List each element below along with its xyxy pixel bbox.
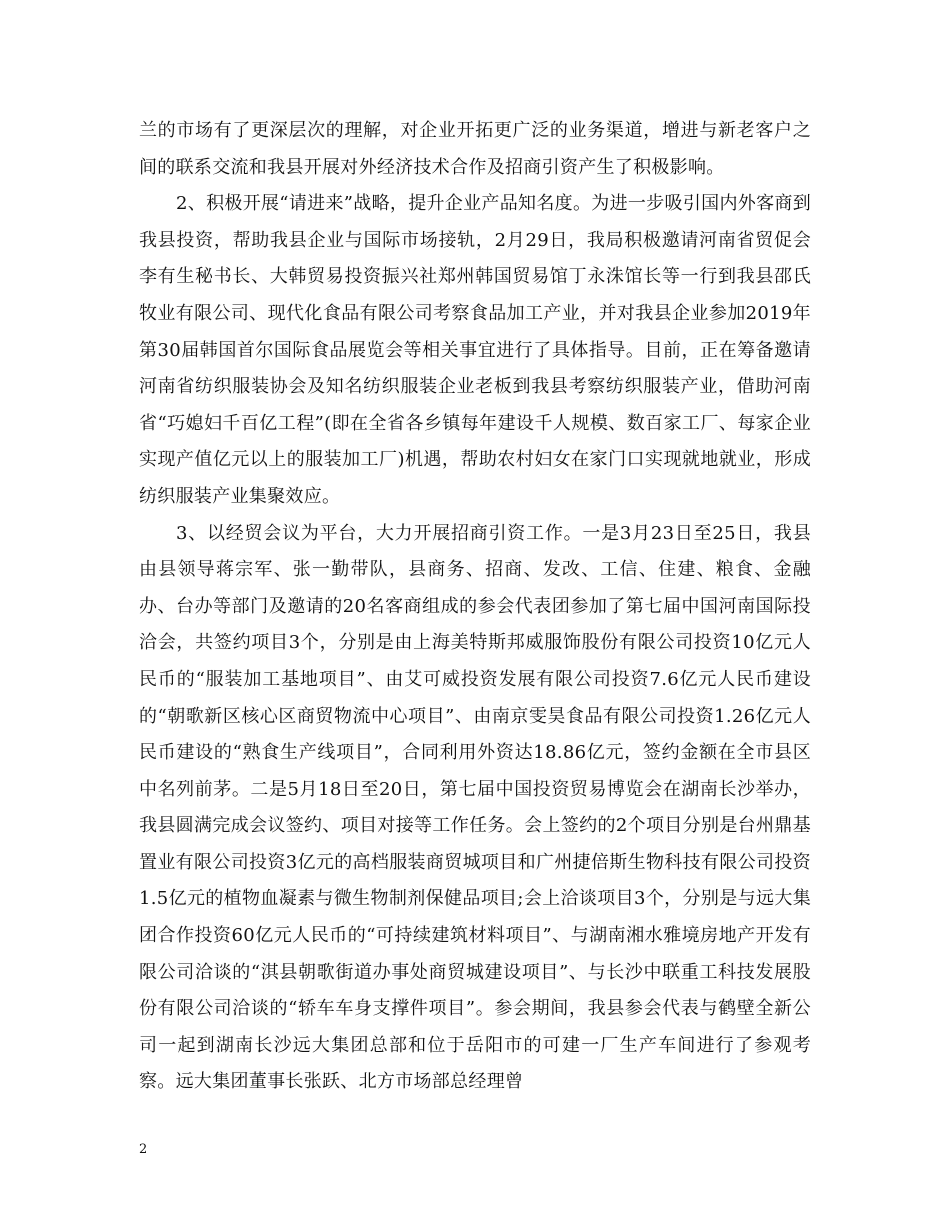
paragraph-item-3: 3、以经贸会议为平台，大力开展招商引资工作。一是3月23日至25日，我县由县领导蒋宗军、张一勤带队，县商务、招商、发改、工信、住建、粮食、金融办、台办等部门及邀请的20名客商组成的参会代表团参加了第七届中国河南国际投洽会，共签约项目3个，分别是由上海美特斯邦威服饰股份有限公司投资10亿元人民币的“服装加工基地项目”、由艾可威投资发展有限公司投资7.6亿元人民币建设的“朝歌新区核心区商贸物流中心项目”、由南京雯昊食品有限公司投资1.26亿元人民币建设的“熟食生产线项目”，合同利用外资达18.86亿元，签约金额在全市县区中名列前茅。二是5月18日至20日，第七届中国投资贸易博览会在湖南长沙举办，我县圆满完成会议签约、项目对接等工作任务。会上签约的2个项目分别是台州鼎基置业有限公司投资3亿元的高档服装商贸城项目和广州捷倍斯生物科技有限公司投资1.5亿元的植物血凝素与微生物制剂保健品项目;会上洽谈项目3个，分别是与远大集团合作投资60亿元人民币的“可持续建筑材料项目”、与湖南湘水雅境房地产开发有限公司洽谈的“淇县朝歌街道办事处商贸城建设项目”、与长沙中联重工科技发展股份有限公司洽谈的“轿车车身支撑件项目”。参会期间，我县参会代表与鹤壁全新公司一起到湖南长沙远大集团总部和位于岳阳市的可建一厂生产车间进行了参观考察。远大集团董事长张跃、北方市场部总经理曾 <box>139 522 811 1093</box>
paragraph-continuation: 兰的市场有了更深层次的理解，对企业开拓更广泛的业务渠道，增进与新老客户之间的联系交流和我县开展对外经济技术合作及招商引资产生了积极影响。 <box>139 120 811 178</box>
document-body <box>139 113 811 1101</box>
page-number: 2 <box>139 1142 148 1157</box>
paragraph-item-2: 2、积极开展“请进来”战略，提升企业产品知名度。为进一步吸引国内外客商到我县投资，帮助我县企业与国际市场接轨，2月29日，我局积极邀请河南省贸促会李有生秘书长、大韩贸易投资振兴社郑州韩国贸易馆丁永洙馆长等一行到我县邵氏牧业有限公司、现代化食品有限公司考察食品加工产业，并对我县企业参加2019年第30届韩国首尔国际食品展览会等相关事宜进行了具体指导。目前，正在筹备邀请河南省纺织服装协会及知名纺织服装企业老板到我县考察纺织服装产业，借助河南省“巧媳妇千百亿工程”(即在全省各乡镇每年建设千人规模、数百家工厂、每家企业实现产值亿元以上的服装加工厂)机遇，帮助农村妇女在家门口实现就地就业，形成纺织服装产业集聚效应。 <box>139 193 811 507</box>
